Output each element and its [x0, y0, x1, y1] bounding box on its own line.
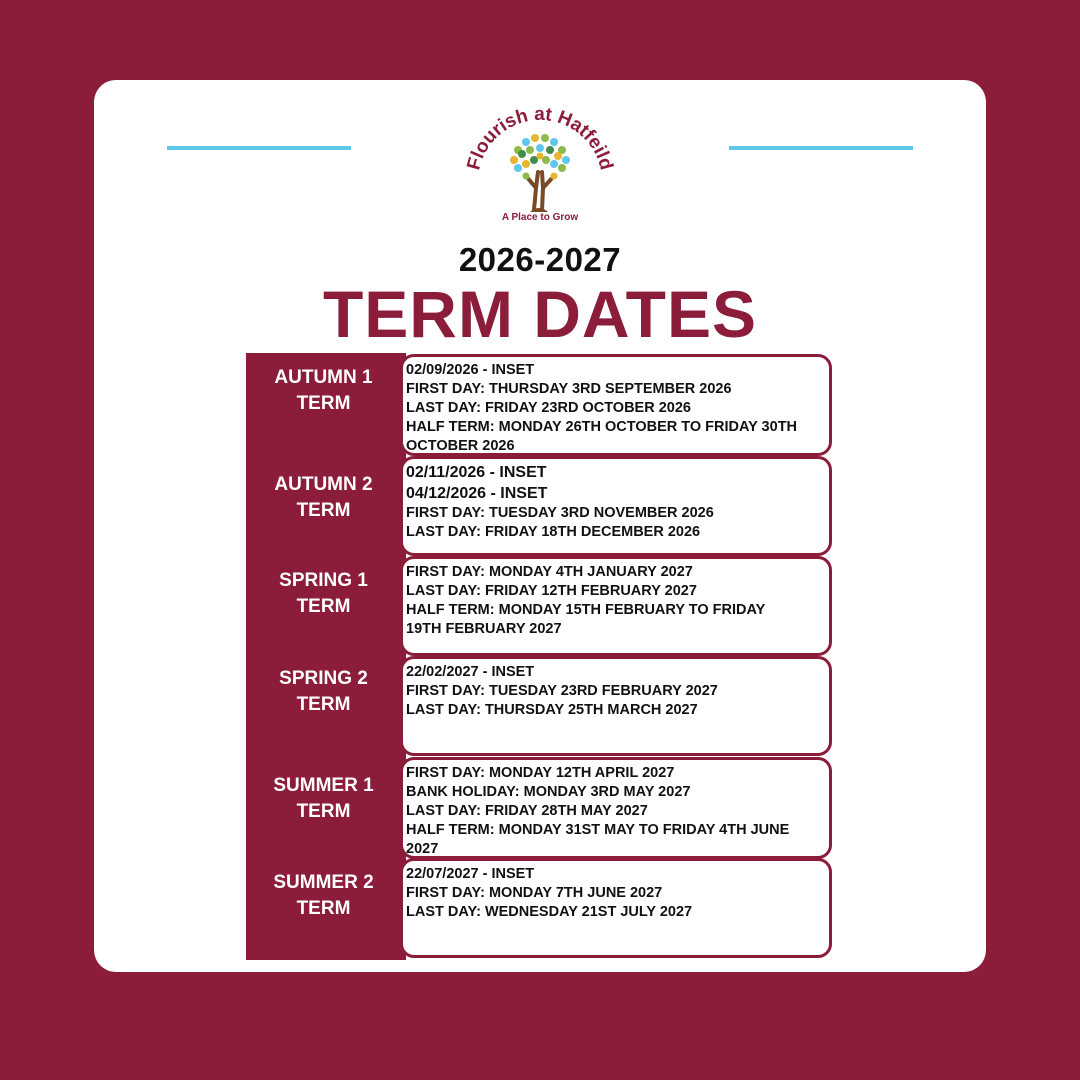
term-label-autumn-1: AUTUMN 1 TERM: [274, 367, 373, 414]
page-title: TERM DATES: [322, 277, 758, 351]
term-line: FIRST DAY: THURSDAY 3RD SEPTEMBER 2026: [406, 381, 732, 397]
term-label-spring-1: SPRING 1 TERM: [279, 570, 368, 617]
term-label-autumn-2: AUTUMN 2 TERM: [274, 474, 373, 521]
term-line: LAST DAY: FRIDAY 18TH DECEMBER 2026: [406, 524, 701, 540]
logo-tagline: A Place to Grow: [501, 212, 579, 223]
logo-wordmark: Flourish at Hatfeild: [463, 103, 617, 173]
term-line: 2027: [406, 841, 439, 857]
term-box-spring-1: [400, 556, 832, 656]
term-line: LAST DAY: WEDNESDAY 21ST JULY 2027: [406, 904, 693, 920]
term-line: BANK HOLIDAY: MONDAY 3RD MAY 2027: [406, 784, 691, 800]
term-line: 04/12/2026 - INSET: [406, 484, 548, 502]
term-line: FIRST DAY: MONDAY 7TH JUNE 2027: [406, 885, 663, 901]
term-line: 19TH FEBRUARY 2027: [406, 621, 562, 637]
term-box-spring-2: [400, 656, 832, 756]
school-logo: [460, 92, 620, 232]
term-box-autumn-2: [400, 456, 832, 556]
term-line: FIRST DAY: MONDAY 12TH APRIL 2027: [406, 765, 675, 781]
term-line: LAST DAY: FRIDAY 12TH FEBRUARY 2027: [406, 583, 697, 599]
term-line: LAST DAY: FRIDAY 23RD OCTOBER 2026: [406, 400, 691, 416]
term-line: HALF TERM: MONDAY 31ST MAY TO FRIDAY 4TH JUNE: [406, 822, 790, 838]
term-box-summer-1: [400, 757, 832, 859]
term-line: FIRST DAY: TUESDAY 23RD FEBRUARY 2027: [406, 683, 718, 699]
term-line: FIRST DAY: TUESDAY 3RD NOVEMBER 2026: [406, 505, 714, 521]
term-line: OCTOBER 2026: [406, 438, 515, 454]
term-label-column: [246, 353, 406, 960]
term-line: LAST DAY: FRIDAY 28TH MAY 2027: [406, 803, 648, 819]
term-box-autumn-1: [400, 354, 832, 456]
term-label-summer-1: SUMMER 1 TERM: [273, 775, 374, 822]
term-label-spring-2: SPRING 2 TERM: [279, 668, 368, 715]
svg-text:Flourish at Hatfeild: [463, 104, 616, 172]
right-accent-rule: [729, 146, 913, 150]
term-line: 02/11/2026 - INSET: [406, 464, 547, 481]
term-label-summer-2: SUMMER 2 TERM: [273, 872, 374, 919]
term-line: 22/07/2027 - INSET: [406, 866, 535, 882]
term-line: LAST DAY: THURSDAY 25TH MARCH 2027: [406, 702, 698, 718]
term-line: 02/09/2026 - INSET: [406, 362, 535, 378]
term-box-summer-2: [400, 858, 832, 958]
term-line: HALF TERM: MONDAY 15TH FEBRUARY TO FRIDAY: [406, 602, 766, 618]
academic-year: 2026-2027: [458, 241, 622, 278]
term-line: HALF TERM: MONDAY 26TH OCTOBER TO FRIDAY 30TH: [406, 419, 798, 435]
left-accent-rule: [167, 146, 351, 150]
term-line: FIRST DAY: MONDAY 4TH JANUARY 2027: [406, 564, 693, 580]
term-line: 22/02/2027 - INSET: [406, 664, 535, 680]
